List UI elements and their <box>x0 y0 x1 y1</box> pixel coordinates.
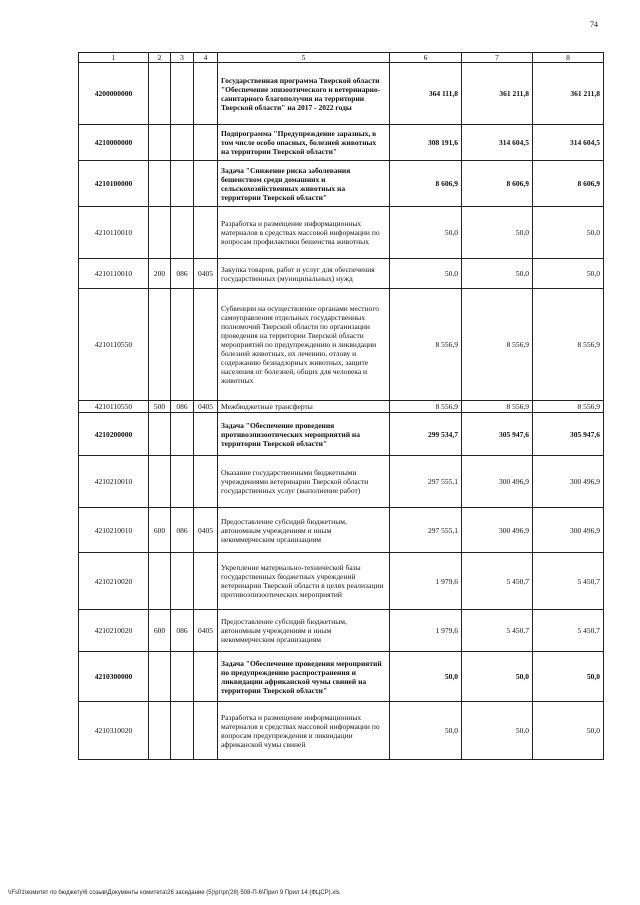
table-row <box>79 207 604 259</box>
expense-type-cell: 200 <box>149 259 171 289</box>
admin-code-cell <box>171 652 194 702</box>
description-cell: Подпрограмма "Предупреждение заразных, в том числе особо опасных, болезней животных на территории Тверской области" <box>218 125 390 161</box>
amount-year3-cell: 300 496,9 <box>533 508 604 553</box>
amount-year1-cell: 297 555,1 <box>390 508 462 553</box>
admin-code-cell <box>171 207 194 259</box>
description-cell: Укрепление материально-технической базы государственных бюджетных учреждений ветеринарии Тверской области в целях реализации противоэпизоотических мероприятий <box>218 553 390 610</box>
amount-year3-cell: 8 556,9 <box>533 289 604 401</box>
target-code-cell: 4210300000 <box>79 652 149 702</box>
target-code-cell: 4210210020 <box>79 610 149 652</box>
expense-type-cell <box>149 161 171 207</box>
amount-year3-cell: 8 556,9 <box>533 401 604 413</box>
amount-year1-cell: 364 111,8 <box>390 63 462 125</box>
table-row <box>79 413 604 456</box>
description-cell: Государственная программа Тверской области "Обеспечение эпизоотического и ветеринарно-санитарного благополучия на территории Тверской области" на 2017 - 2022 годы <box>218 63 390 125</box>
target-code-cell: 4210100000 <box>79 161 149 207</box>
file-path-footer: \\Fs01\комитет по бюджету\6 созыв\Документы комитета\26 заседание (5)\рг\рг(28) 508-П-6\Прил 9 Прил 14 (ФЦСР).xls <box>8 890 340 896</box>
admin-code-cell <box>171 456 194 508</box>
description-cell: Закупка товаров, работ и услуг для обеспечения государственных (муниципальных) нужд <box>218 259 390 289</box>
column-header: 7 <box>462 53 533 63</box>
section-code-cell: 0405 <box>194 259 218 289</box>
amount-year2-cell: 300 496,9 <box>462 456 533 508</box>
table-row <box>79 508 604 553</box>
section-code-cell: 0405 <box>194 401 218 413</box>
amount-year3-cell: 8 606,9 <box>533 161 604 207</box>
expense-type-cell <box>149 413 171 456</box>
amount-year1-cell: 1 979,6 <box>390 553 462 610</box>
description-cell: Задача "Обеспечение проведения мероприятий по предупреждению распространения и ликвидации африканской чумы свиней на территории Тверской области" <box>218 652 390 702</box>
amount-year2-cell: 300 496,9 <box>462 508 533 553</box>
admin-code-cell <box>171 289 194 401</box>
table-body <box>79 63 604 760</box>
amount-year1-cell: 299 534,7 <box>390 413 462 456</box>
table-row <box>79 259 604 289</box>
section-code-cell: 0405 <box>194 508 218 553</box>
target-code-cell: 4200000000 <box>79 63 149 125</box>
expense-type-cell <box>149 63 171 125</box>
target-code-cell: 4210110010 <box>79 207 149 259</box>
description-cell: Оказание государственными бюджетными учреждениями ветеринарии Тверской области государственных услуг (выполнение работ) <box>218 456 390 508</box>
amount-year1-cell: 8 556,9 <box>390 401 462 413</box>
description-cell: Субвенции на осуществление органами местного самоуправления отдельных государственных полномочий Тверской области по организации проведения на территории Тверской области мероприятий по предупреждению и ликвидации болезней животных, их лечению, отлову и содержанию безнадзорных животных, защите населения от болезней, общих для человека и животных <box>218 289 390 401</box>
table-row <box>79 652 604 702</box>
table-row <box>79 289 604 401</box>
column-header: 1 <box>79 53 149 63</box>
expense-type-cell <box>149 289 171 401</box>
amount-year1-cell: 50,0 <box>390 259 462 289</box>
expense-type-cell: 500 <box>149 401 171 413</box>
admin-code-cell: 086 <box>171 508 194 553</box>
table-row <box>79 553 604 610</box>
column-header: 2 <box>149 53 171 63</box>
amount-year3-cell: 314 604,5 <box>533 125 604 161</box>
admin-code-cell <box>171 413 194 456</box>
column-header: 6 <box>390 53 462 63</box>
description-cell: Предоставление субсидий бюджетным, автономным учреждениям и иным некоммерческим организациям <box>218 508 390 553</box>
section-code-cell <box>194 63 218 125</box>
target-code-cell: 4210210020 <box>79 553 149 610</box>
expense-type-cell <box>149 652 171 702</box>
table-row <box>79 702 604 760</box>
description-cell: Задача "Обеспечение проведения противоэпизоотических мероприятий на территории Тверской области" <box>218 413 390 456</box>
target-code-cell: 4210110550 <box>79 401 149 413</box>
amount-year1-cell: 8 606,9 <box>390 161 462 207</box>
admin-code-cell: 086 <box>171 610 194 652</box>
expense-type-cell <box>149 207 171 259</box>
section-code-cell <box>194 702 218 760</box>
description-cell: Разработка и размещение информационных материалов в средствах массовой информации по вопросам профилактики бешенства животных <box>218 207 390 259</box>
budget-table <box>78 52 604 760</box>
section-code-cell <box>194 207 218 259</box>
amount-year3-cell: 361 211,8 <box>533 63 604 125</box>
section-code-cell <box>194 652 218 702</box>
admin-code-cell: 086 <box>171 401 194 413</box>
section-code-cell <box>194 289 218 401</box>
target-code-cell: 4210210010 <box>79 508 149 553</box>
amount-year1-cell: 50,0 <box>390 652 462 702</box>
description-cell: Предоставление субсидий бюджетным, автономным учреждениям и иным некоммерческим организациям <box>218 610 390 652</box>
expense-type-cell <box>149 456 171 508</box>
amount-year1-cell: 308 191,6 <box>390 125 462 161</box>
admin-code-cell <box>171 553 194 610</box>
amount-year2-cell: 50,0 <box>462 207 533 259</box>
section-code-cell <box>194 161 218 207</box>
table-row <box>79 125 604 161</box>
expense-type-cell <box>149 553 171 610</box>
amount-year1-cell: 1 979,6 <box>390 610 462 652</box>
amount-year2-cell: 50,0 <box>462 652 533 702</box>
column-header: 5 <box>218 53 390 63</box>
expense-type-cell <box>149 702 171 760</box>
amount-year3-cell: 300 496,9 <box>533 456 604 508</box>
description-cell: Задача "Снижение риска заболевания бешенством среди домашних и сельскохозяйственных животных на территории Тверской области" <box>218 161 390 207</box>
amount-year2-cell: 50,0 <box>462 702 533 760</box>
target-code-cell: 4210200000 <box>79 413 149 456</box>
amount-year3-cell: 50,0 <box>533 702 604 760</box>
table-row <box>79 456 604 508</box>
amount-year2-cell: 314 604,5 <box>462 125 533 161</box>
amount-year1-cell: 50,0 <box>390 702 462 760</box>
amount-year3-cell: 50,0 <box>533 207 604 259</box>
target-code-cell: 4210110010 <box>79 259 149 289</box>
page-number: 74 <box>590 20 598 29</box>
amount-year3-cell: 305 947,6 <box>533 413 604 456</box>
target-code-cell: 4210110550 <box>79 289 149 401</box>
table-row <box>79 63 604 125</box>
expense-type-cell: 600 <box>149 508 171 553</box>
amount-year2-cell: 5 450,7 <box>462 610 533 652</box>
expense-type-cell <box>149 125 171 161</box>
amount-year2-cell: 8 556,9 <box>462 401 533 413</box>
admin-code-cell <box>171 702 194 760</box>
amount-year2-cell: 8 556,9 <box>462 289 533 401</box>
admin-code-cell <box>171 125 194 161</box>
table-row <box>79 401 604 413</box>
amount-year3-cell: 5 450,7 <box>533 610 604 652</box>
amount-year2-cell: 5 450,7 <box>462 553 533 610</box>
amount-year2-cell: 50,0 <box>462 259 533 289</box>
admin-code-cell <box>171 161 194 207</box>
amount-year2-cell: 305 947,6 <box>462 413 533 456</box>
amount-year3-cell: 50,0 <box>533 259 604 289</box>
target-code-cell: 4210000000 <box>79 125 149 161</box>
amount-year3-cell: 50,0 <box>533 652 604 702</box>
expense-type-cell: 600 <box>149 610 171 652</box>
description-cell: Разработка и размещение информационных материалов в средствах массовой информации по вопросам предупреждения и ликвидации африканской чумы свиней <box>218 702 390 760</box>
section-code-cell <box>194 456 218 508</box>
column-header: 3 <box>171 53 194 63</box>
header-row <box>79 53 604 63</box>
table-row <box>79 610 604 652</box>
target-code-cell: 4210310020 <box>79 702 149 760</box>
column-header: 4 <box>194 53 218 63</box>
amount-year1-cell: 297 555,1 <box>390 456 462 508</box>
amount-year3-cell: 5 450,7 <box>533 553 604 610</box>
target-code-cell: 4210210010 <box>79 456 149 508</box>
description-cell: Межбюджетные трансферты <box>218 401 390 413</box>
amount-year1-cell: 50,0 <box>390 207 462 259</box>
amount-year1-cell: 8 556,9 <box>390 289 462 401</box>
section-code-cell: 0405 <box>194 610 218 652</box>
column-header: 8 <box>533 53 604 63</box>
table-row <box>79 161 604 207</box>
section-code-cell <box>194 553 218 610</box>
amount-year2-cell: 361 211,8 <box>462 63 533 125</box>
admin-code-cell: 086 <box>171 259 194 289</box>
section-code-cell <box>194 413 218 456</box>
admin-code-cell <box>171 63 194 125</box>
section-code-cell <box>194 125 218 161</box>
amount-year2-cell: 8 606,9 <box>462 161 533 207</box>
